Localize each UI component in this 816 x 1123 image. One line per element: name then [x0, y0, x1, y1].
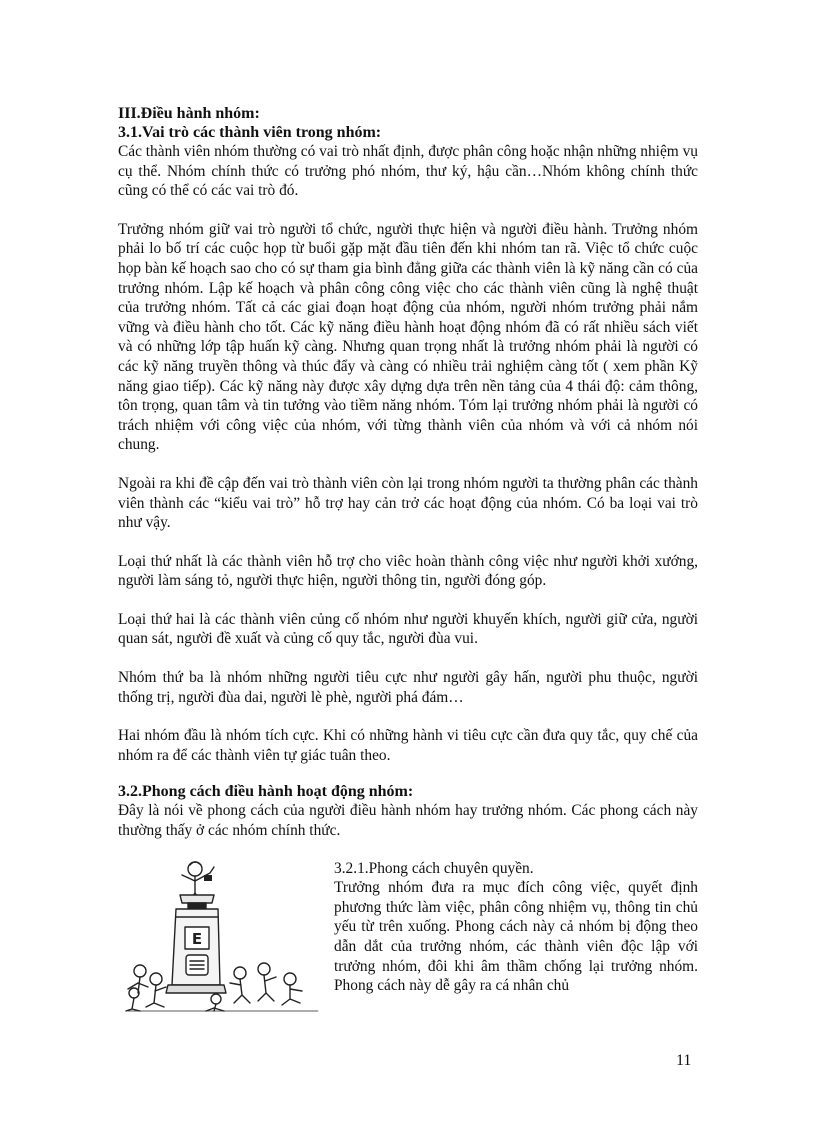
- page-number: 11: [676, 1052, 692, 1069]
- paragraph-1: Các thành viên nhóm thường có vai trò nhất định, được phân công hoặc nhận những nhiệm vụ cụ thể. Nhóm chính thức có trưởng phó nhóm, thư ký, hậu cần…Nhóm không chính thức cũng có thể có các vai trò đó.: [118, 143, 698, 200]
- paragraph-4: Loại thứ nhất là các thành viên hỗ trợ cho viêc hoàn thành công việc như người khởi xướng, người làm sáng tỏ, người thực hiện, người thông tin, người đóng góp.: [118, 552, 698, 590]
- figure-row: [118, 853, 698, 1013]
- subsection-title-roles: 3.1.Vai trò các thành viên trong nhóm:: [118, 124, 382, 141]
- paragraph-2: Trưởng nhóm giữ vai trò người tổ chức, người thực hiện và người điều hành. Trưởng nhóm phải lo bố trí các cuộc họp từ buổi gặp mặt đầu tiên đến khi nhóm tan rã. Việc tổ chức cuộc họp bàn kế hoạch sao cho có sự tham gia bình đẳng giữa các thành viên là kỹ năng cần có của trưởng nhóm. Lập kế hoạch và phân công công việc cho các thành viên cũng là nghệ thuật của trưởng nhóm. Tất cả các giai đoạn hoạt động của nhóm, người nhóm trưởng phải nắm vững và điều hành cho tốt. Các kỹ năng điều hành hoạt động nhóm đã có rất nhiều sách viết và có những lớp tập huấn kỹ càng. Nhưng quan trọng nhất là trưởng nhóm phải là người có các kỹ năng truyền thông và thúc đẩy và càng có nhiều trải nghiệm càng tốt ( xem phần Kỹ năng giao tiếp). Các kỹ năng này được xây dựng dựa trên nền tảng của 4 thái độ: cảm thông, tôn trọng, quan tâm và tin tưởng vào tiềm năng nhóm. Tóm lại trưởng nhóm phải là người có trách nhiệm với công việc của nhóm, với từng thành viên của nhóm và với cả nhóm nói chung.: [118, 220, 698, 454]
- paragraph-5: Loại thứ hai là các thành viên củng cố nhóm như người khuyến khích, người giữ cửa, người quan sát, người đề xuất và củng cố quy tắc, người đùa vui.: [118, 610, 698, 648]
- podium-letter: E: [191, 929, 203, 948]
- paragraph-3: Ngoài ra khi đề cập đến vai trò thành viên còn lại trong nhóm người ta thường phân các thành viên thành các “kiểu vai trò” hỗ trợ hay cản trở các hoạt động của nhóm. Có ba loại vai trò như vậy.: [118, 474, 698, 532]
- paragraph-6: Nhóm thứ ba là nhóm những người tiêu cực như người gây hấn, người phu thuộc, người thống trị, người đùa dai, người lè phè, người phá đám…: [118, 669, 698, 706]
- subsection-title-autocratic: 3.2.1.Phong cách chuyên quyền.: [334, 859, 534, 877]
- document-page: [118, 104, 698, 1013]
- paragraph-7: Hai nhóm đầu là nhóm tích cực. Khi có những hành vi tiêu cực cần đưa quy tắc, quy chế của nhóm ra để các thành viên tự giác tuân theo.: [118, 727, 698, 764]
- figure-text: [334, 853, 698, 1013]
- leader-on-podium-illustration: [122, 853, 322, 1013]
- styles-intro: Đây là nói về phong cách của người điều hành nhóm hay trưởng nhóm. Các phong cách này thường thấy ở các nhóm chính thức.: [118, 802, 698, 840]
- subsection-title-styles: 3.2.Phong cách điều hành hoạt động nhóm:: [118, 783, 414, 801]
- autocratic-paragraph: Trưởng nhóm đưa ra mục đích công việc, quyết định phương thức làm việc, phân công nhiệm vụ, thông tin chủ yếu từ trên xuống. Phong cách này cả nhóm bị động theo dẫn dắt của trưởng nhóm, các thành viên độc lập với trưởng nhóm, đôi khi âm thầm chống lại trưởng nhóm. Phong cách này dễ gây ra cá nhân chủ: [334, 879, 698, 995]
- section-title: III.Điều hành nhóm:: [118, 105, 260, 122]
